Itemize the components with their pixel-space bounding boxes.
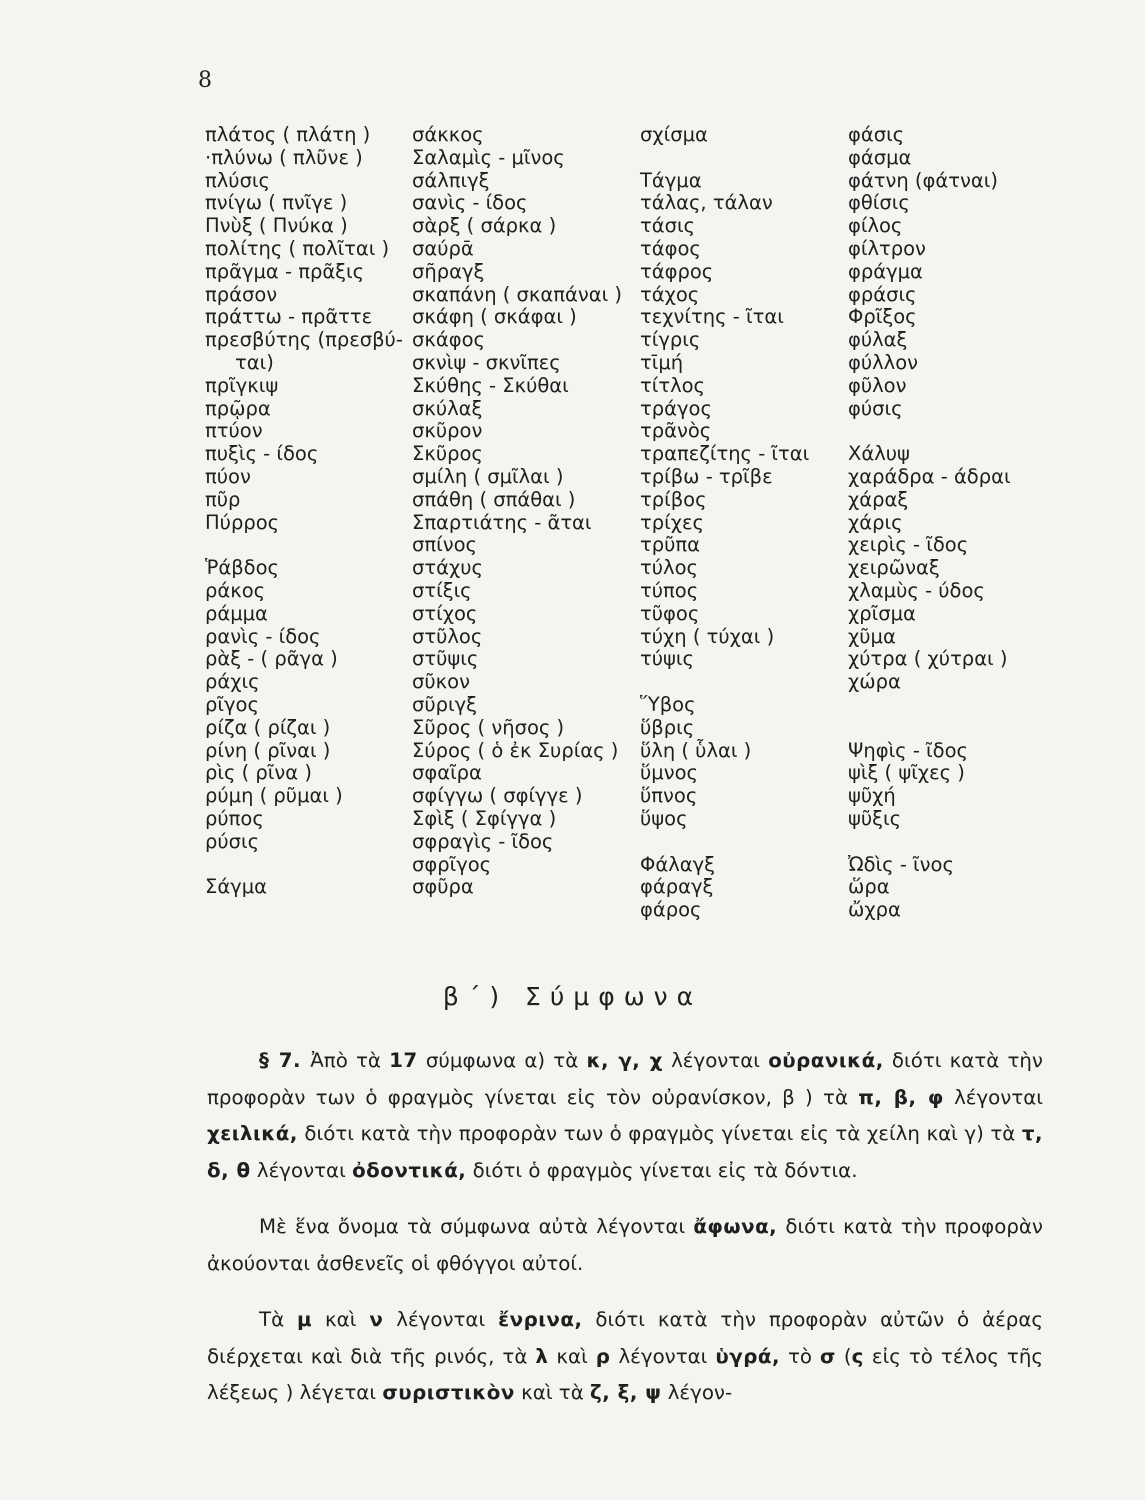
bold-term: ς xyxy=(851,1344,864,1368)
bold-term: ζ, ξ, ψ xyxy=(590,1381,662,1404)
word-entry: πολίτης ( πολῖται ) xyxy=(205,236,390,260)
word-entry: φάρος xyxy=(640,898,702,922)
word-entry: πτύον xyxy=(205,419,263,443)
word-entry: τρᾶνὸς xyxy=(640,419,712,443)
word-entry: χρῖσμα xyxy=(848,601,916,625)
text-run: λέγονται xyxy=(610,1344,716,1368)
text-run: διότι κατὰ τὴν προφορὰν αὐτῶν ὁ ἀέρας διέρχεται καὶ διὰ τῆς ρινός, τὰ xyxy=(207,1308,1044,1368)
bold-term: μ xyxy=(297,1308,313,1331)
bold-term: π, β, φ xyxy=(858,1085,944,1109)
word-entry: Φρῖξος xyxy=(848,305,917,329)
word-list xyxy=(0,124,1145,944)
word-entry: Σῦρος ( νῆσος ) xyxy=(412,715,565,739)
word-entry: Σκύθης - Σκύθαι xyxy=(412,373,569,397)
bold-term: 17 xyxy=(389,1049,418,1072)
word-entry: σπίνος xyxy=(412,533,477,557)
word-entry: χλαμὺς - ύδος xyxy=(848,578,985,602)
word-entry: φάραγξ xyxy=(640,875,714,899)
word-entry: Ὕβος xyxy=(640,692,696,716)
word-entry: σπάθη ( σπάθαι ) xyxy=(412,487,576,511)
word-entry: τύψις xyxy=(640,647,694,671)
word-entry: φθίσις xyxy=(848,191,910,215)
word-entry: ρύμη ( ρῦμαι ) xyxy=(205,784,343,808)
word-entry: πῦρ xyxy=(205,487,241,511)
word-entry: σκνὶψ - σκνῖπες xyxy=(412,350,561,374)
word-entry: σμίλη ( σμῖλαι ) xyxy=(412,464,564,488)
text-run: Τὰ xyxy=(259,1308,298,1331)
text-run: Μὲ ἕνα ὄνομα τὰ σύμφωνα αὐτὰ λέγονται xyxy=(259,1215,694,1238)
blank-line xyxy=(848,831,1011,854)
word-entry: Σκῦρος xyxy=(412,442,483,466)
word-entry: Σάγμα xyxy=(205,875,267,899)
word-entry: τρίβος xyxy=(640,487,707,511)
word-entry: στῦψις xyxy=(412,647,479,671)
word-entry: τάσις xyxy=(640,214,695,238)
bold-term: ὀδοντικά, xyxy=(352,1158,467,1182)
word-entry: ὕλη ( ὗλαι ) xyxy=(640,738,752,762)
word-column xyxy=(205,124,403,899)
word-entry: χειρῶναξ xyxy=(848,556,940,580)
word-entry: ρίζα ( ρίζαι ) xyxy=(205,715,331,739)
word-entry: φράγμα xyxy=(848,259,923,283)
word-entry: τρίβω - τρῖβε xyxy=(640,464,773,488)
word-entry: σφῦρα xyxy=(412,875,474,899)
word-entry: ρὰξ - ( ρᾶγα ) xyxy=(205,647,338,671)
word-entry: πυξὶς - ίδος xyxy=(205,442,319,466)
text-run: λέγον- xyxy=(661,1381,733,1404)
text-run: διότι κατὰ τὴν προφορὰν ἀκούονται ἀσθενεῖς οἱ φθόγγοι αὐτοί. xyxy=(207,1215,1043,1275)
word-entry: φύλλον xyxy=(848,350,919,374)
word-entry: πύον xyxy=(205,464,251,488)
word-entry: ρῖγος xyxy=(205,692,259,716)
word-entry: τύχη ( τύχαι ) xyxy=(640,624,775,648)
blank-line xyxy=(640,147,809,170)
bold-term: τ, δ, θ xyxy=(207,1122,1043,1182)
bold-term: σ xyxy=(820,1344,836,1368)
word-entry: τράγος xyxy=(640,396,712,420)
blank-line xyxy=(640,671,809,694)
word-entry: σαύρᾱ xyxy=(412,236,474,260)
bold-term: ἔνρινα, xyxy=(498,1308,583,1331)
word-entry: ρίνη ( ρῖναι ) xyxy=(205,738,331,762)
paragraph xyxy=(207,1209,1043,1282)
word-entry: φίλος xyxy=(848,214,903,238)
word-entry: Ῥάβδος xyxy=(205,556,279,580)
word-column xyxy=(640,124,809,922)
word-entry: χαράδρα - άδραι xyxy=(848,464,1011,488)
word-entry: ρανὶς - ίδος xyxy=(205,624,321,648)
word-entry: σκάφη ( σκάφαι ) xyxy=(412,305,577,329)
word-entry: ρύσις xyxy=(205,829,260,853)
bold-term: οὐρανικά, xyxy=(768,1049,884,1072)
word-entry: ὕβρις xyxy=(640,715,695,739)
word-entry: πλύσις xyxy=(205,168,270,192)
body-text xyxy=(207,1043,1043,1432)
word-entry: σφρῖγος xyxy=(412,852,492,876)
word-entry: φῦλον xyxy=(848,373,907,397)
bold-term: ν xyxy=(369,1308,384,1331)
word-entry: Πνὺξ ( Πνύκα ) xyxy=(205,214,348,238)
text-run: Ἀπὸ τὰ xyxy=(310,1049,390,1072)
word-entry: ψὶξ ( ψῖχες ) xyxy=(848,761,965,785)
blank-line xyxy=(848,717,1011,740)
word-entry: ὤχρα xyxy=(848,898,901,922)
word-entry: τῑμή xyxy=(640,350,684,374)
blank-line xyxy=(640,831,809,854)
bold-term: § 7. xyxy=(259,1049,311,1072)
paragraph xyxy=(207,1043,1043,1189)
text-run: διότι ὁ φραγμὸς γίνεται εἰς τὰ δόντια. xyxy=(466,1158,858,1182)
word-entry: σάλπιγξ xyxy=(412,168,490,192)
word-entry: τάφρος xyxy=(640,259,714,283)
word-entry: τάλας, τάλαν xyxy=(640,191,773,215)
word-entry: φάτνη (φάτναι) xyxy=(848,168,998,192)
word-entry: στίξις xyxy=(412,578,472,602)
word-entry: σφραγὶς - ῖδος xyxy=(412,829,554,853)
word-entry: ψῦξις xyxy=(848,806,902,830)
text-run: λέγονται xyxy=(383,1308,499,1331)
text-run: ( xyxy=(835,1344,852,1368)
word-column xyxy=(848,124,1011,922)
word-entry: ὕψος xyxy=(640,806,688,830)
word-entry: σῦριγξ xyxy=(412,692,478,716)
word-entry: στίχος xyxy=(412,601,478,625)
word-entry: τύλος xyxy=(640,556,698,580)
word-entry: Πύρρος xyxy=(205,510,280,534)
word-entry: τραπεζίτης - ῖται xyxy=(640,442,810,466)
word-entry: ὕμνος xyxy=(640,761,698,785)
word-entry: πρῷρα xyxy=(205,396,271,420)
word-entry: πράσον xyxy=(205,282,278,306)
word-entry: χάραξ xyxy=(848,487,909,511)
text-run: εἰς τὸ τέλος τῆς λέξεως ) λέγεται xyxy=(207,1344,1043,1404)
word-entry: Σπαρτιάτης - ᾶται xyxy=(412,510,592,534)
word-entry: ὕπνος xyxy=(640,784,698,808)
word-entry: σκῦρον xyxy=(412,419,483,443)
word-entry: ρὶς ( ρῖνα ) xyxy=(205,761,312,785)
page-number: 8 xyxy=(198,68,212,93)
word-entry: τῦφος xyxy=(640,601,700,625)
word-entry: χῦμα xyxy=(848,624,896,648)
word-entry: σῆραγξ xyxy=(412,259,485,283)
text-run: καὶ xyxy=(548,1344,596,1368)
bold-term: κ, γ, χ xyxy=(586,1049,663,1072)
word-entry: χάρις xyxy=(848,510,903,534)
word-entry: πνίγω ( πνῖγε ) xyxy=(205,191,348,215)
word-entry: σὰρξ ( σάρκα ) xyxy=(412,214,557,238)
blank-line xyxy=(848,694,1011,717)
blank-line xyxy=(205,534,403,557)
text-run: διότι κατὰ τὴν προφορὰν των ὁ φραγμὸς γίνεται εἰς τὰ χείλη καὶ γ) τὰ xyxy=(297,1122,1022,1145)
bold-term: χειλικά, xyxy=(207,1122,298,1145)
word-entry: ὥρα xyxy=(848,875,890,899)
word-entry: τρίχες xyxy=(640,510,704,534)
word-entry: φίλτρον xyxy=(848,236,926,260)
word-entry: ται) xyxy=(235,350,274,374)
blank-line xyxy=(205,854,403,877)
word-entry: φάσμα xyxy=(848,145,912,169)
word-entry: Σύρος ( ὁ ἐκ Συρίας ) xyxy=(412,738,619,762)
text-run: καὶ τὰ xyxy=(514,1381,591,1404)
word-entry: πρᾶγμα - πρᾶξις xyxy=(205,259,365,283)
word-entry: ράμμα xyxy=(205,601,268,625)
text-run: λέγονται xyxy=(662,1049,769,1072)
word-entry: Ψηφὶς - ῖδος xyxy=(848,738,968,762)
word-entry: πράττω - πρᾶττε xyxy=(205,305,373,329)
word-entry: σχίσμα xyxy=(640,123,708,146)
word-entry: σφίγγω ( σφίγγε ) xyxy=(412,784,583,808)
word-entry: Ὠδὶς - ῖνος xyxy=(848,852,954,876)
word-entry: σφαῖρα xyxy=(412,761,482,785)
text-run: καὶ xyxy=(312,1308,370,1331)
bold-term: λ xyxy=(535,1344,549,1368)
word-entry: τύπος xyxy=(640,578,699,602)
word-entry: πλάτος ( πλάτη ) xyxy=(205,123,371,146)
text-run: λέγονται xyxy=(250,1158,353,1182)
word-entry: Σαλαμὶς - μῖνος xyxy=(412,145,565,169)
word-entry: φύσις xyxy=(848,396,903,420)
text-run: σύμφωνα α) τὰ xyxy=(417,1049,587,1072)
word-entry: τάφος xyxy=(640,236,701,260)
word-entry: ράχις xyxy=(205,670,260,694)
word-entry: χύτρα ( χύτραι ) xyxy=(848,647,1008,671)
text-run: λέγονται xyxy=(943,1085,1043,1109)
section-heading: β΄) Σύμφωνα xyxy=(442,982,703,1011)
word-entry: χειρὶς - ῖδος xyxy=(848,533,969,557)
word-entry: τεχνίτης - ῖται xyxy=(640,305,784,329)
word-entry: σανὶς - ίδος xyxy=(412,191,528,215)
text-run: διότι κατὰ τὴν προφορὰν των ὁ φραγμὸς γίνεται εἰς τὸν οὐρανίσκον, β ) τὰ xyxy=(207,1049,1043,1109)
word-entry: ράκος xyxy=(205,578,266,602)
word-entry: τάχος xyxy=(640,282,700,306)
bold-term: ρ xyxy=(595,1344,611,1368)
word-entry: Φάλαγξ xyxy=(640,852,716,876)
word-entry: Σφὶξ ( Σφίγγα ) xyxy=(412,806,557,830)
word-entry: Χάλυψ xyxy=(848,442,910,466)
word-entry: πρῖγκιψ xyxy=(205,373,279,397)
word-entry: στῦλος xyxy=(412,624,483,648)
bold-term: συριστικὸν xyxy=(382,1381,515,1404)
word-entry: φράσις xyxy=(848,282,917,306)
word-entry: σκύλαξ xyxy=(412,396,483,420)
word-entry: σκάφος xyxy=(412,328,485,352)
word-entry: πρεσβύτης (πρεσβύ- xyxy=(205,328,403,352)
word-entry: στάχυς xyxy=(412,556,483,580)
word-entry: Τάγμα xyxy=(640,168,702,192)
word-column xyxy=(412,124,622,899)
word-entry: σάκκος xyxy=(412,123,484,146)
word-entry: φύλαξ xyxy=(848,328,908,352)
word-entry: σκαπάνη ( σκαπάναι ) xyxy=(412,282,623,306)
bold-term: ἄφωνα, xyxy=(693,1215,778,1238)
word-entry: φάσις xyxy=(848,123,905,146)
word-entry: τίτλος xyxy=(640,373,705,397)
blank-line xyxy=(848,420,1011,443)
word-entry: τρῦπα xyxy=(640,533,700,557)
word-entry: ρύπος xyxy=(205,806,264,830)
word-entry: ·πλύνω ( πλῦνε ) xyxy=(205,145,363,169)
word-entry: τίγρις xyxy=(640,328,701,352)
bold-term: ὑγρά, xyxy=(715,1344,780,1368)
text-run: τὸ xyxy=(779,1344,821,1368)
word-entry: χώρα xyxy=(848,670,901,694)
word-entry: σῦκον xyxy=(412,670,470,694)
paragraph xyxy=(207,1302,1043,1412)
word-entry: ψῦχή xyxy=(848,784,896,808)
